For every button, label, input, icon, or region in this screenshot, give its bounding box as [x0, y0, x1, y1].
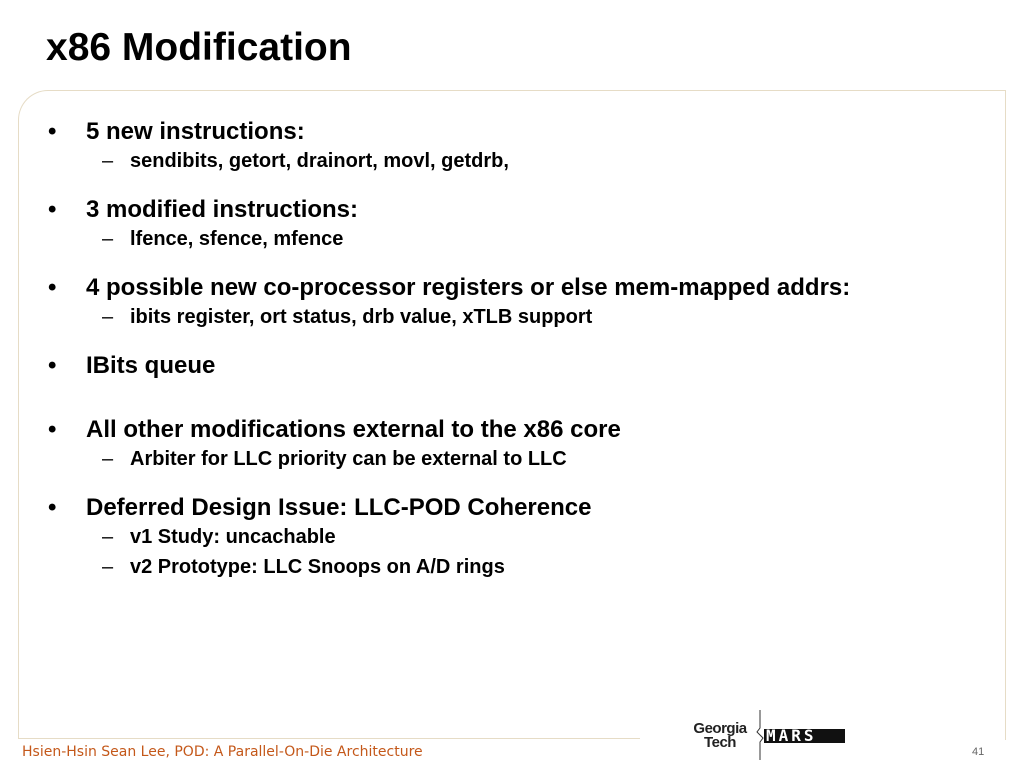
bullet-marker: • [48, 416, 57, 443]
georgia-tech-logo-line2: Tech [704, 734, 736, 751]
bullet-text: 5 new instructions: [86, 118, 305, 145]
bullet-item [48, 196, 948, 224]
dash-marker: – [102, 448, 114, 470]
sub-bullet-text: Arbiter for LLC priority can be external to LLC [130, 448, 567, 470]
sub-bullet-item [48, 302, 948, 332]
dash-marker: – [102, 306, 114, 328]
dash-marker: – [102, 150, 114, 172]
mars-logo: MARS [766, 726, 817, 745]
bullet-item [48, 352, 948, 380]
content-frame-right-edge [1005, 90, 1006, 740]
bullet-text: 4 possible new co-processor registers or else mem-mapped addrs: [86, 274, 851, 301]
bullet-text: All other modifications external to the x86 core [86, 416, 621, 443]
dash-marker: – [102, 526, 114, 548]
bullet-item [48, 118, 948, 146]
sub-bullet-text: lfence, sfence, mfence [130, 228, 344, 250]
bullet-item [48, 416, 948, 444]
bullet-marker: • [48, 274, 57, 301]
sub-bullet-item [48, 224, 948, 254]
sub-bullet-text: sendibits, getort, drainort, movl, getdrb, [130, 150, 509, 172]
sub-bullet-text: v1 Study: uncachable [130, 526, 336, 548]
bullet-marker: • [48, 118, 57, 145]
sub-bullet-item [48, 146, 948, 176]
bullet-marker: • [48, 196, 57, 223]
sub-bullet-item [48, 444, 948, 474]
bullet-text: 3 modified instructions: [86, 196, 359, 223]
dash-marker: – [102, 556, 114, 578]
bullet-item [48, 274, 948, 302]
bullet-list [48, 118, 948, 582]
slide-title: x86 Modification [46, 26, 352, 69]
sub-bullet-text: ibits register, ort status, drb value, xTLB support [130, 306, 593, 328]
georgia-tech-logo [686, 722, 754, 750]
content-frame-bottom-edge [18, 738, 658, 739]
footer-citation: Hsien-Hsin Sean Lee, POD: A Parallel-On-Die Architecture [22, 744, 423, 760]
sub-bullet-item [48, 552, 948, 582]
georgia-tech-logo-line1: Georgia [693, 720, 747, 737]
dash-marker: – [102, 228, 114, 250]
bullet-text: IBits queue [86, 352, 216, 379]
bullet-marker: • [48, 352, 57, 379]
bullet-text: Deferred Design Issue: LLC-POD Coherence [86, 494, 592, 521]
sub-bullet-item [48, 522, 948, 552]
sub-bullet-text: v2 Prototype: LLC Snoops on A/D rings [130, 556, 505, 578]
page-number: 41 [972, 746, 985, 758]
bullet-item [48, 494, 948, 522]
bullet-marker: • [48, 494, 57, 521]
